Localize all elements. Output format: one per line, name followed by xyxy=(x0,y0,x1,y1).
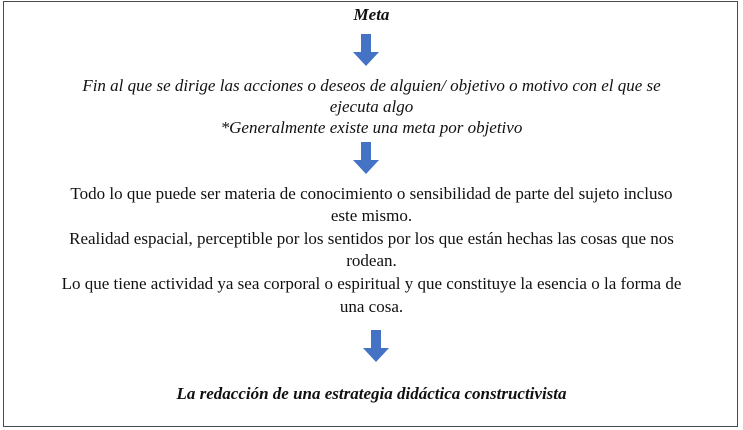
definition-line-2: ejecuta algo xyxy=(329,97,414,116)
definition-note: *Generalmente existe una meta por objetivo xyxy=(220,118,523,137)
conclusion-text: La redacción de una estrategia didáctica constructivista xyxy=(176,384,567,403)
arrow-down-icon xyxy=(353,142,379,174)
description-line-2: este mismo. xyxy=(330,206,413,225)
description-line-1: Todo lo que puede ser materia de conocimiento o sensibilidad de parte del sujeto incluso xyxy=(70,184,673,203)
description-line-4: rodean. xyxy=(346,251,397,270)
description-line-3: Realidad espacial, perceptible por los sentidos por los que están hechas las cosas que nos xyxy=(69,229,674,248)
arrow-down-icon xyxy=(353,34,379,66)
definition-line-1: Fin al que se dirige las acciones o deseos de alguien/ objetivo o motivo con el que se xyxy=(82,76,661,95)
title-meta: Meta xyxy=(353,5,390,24)
arrow-down-icon xyxy=(363,330,389,362)
description-line-6: una cosa. xyxy=(339,297,404,316)
description-line-5: Lo que tiene actividad ya sea corporal o espiritual y que constituye la esencia o la forma de xyxy=(61,274,682,293)
